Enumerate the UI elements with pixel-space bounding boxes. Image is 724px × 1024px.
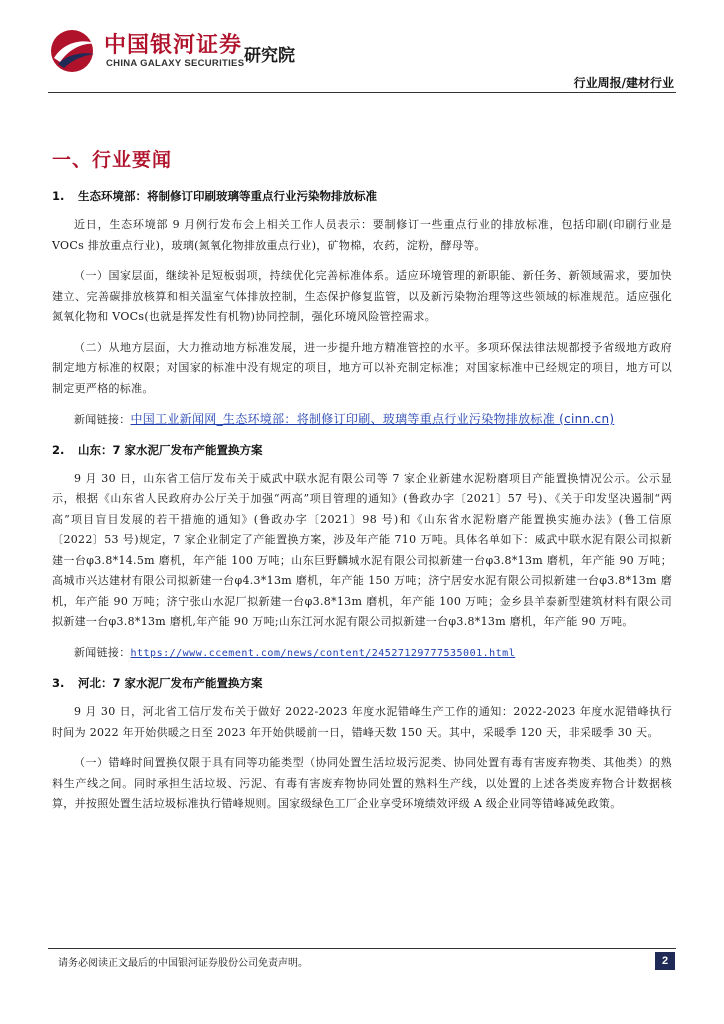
report-category: 行业周报/建材行业: [573, 76, 674, 90]
brand-name-en: CHINA GALAXY SECURITIES: [106, 58, 245, 69]
news-item-3: [52, 674, 672, 815]
footer-disclaimer: 请务必阅读正文最后的中国银河证券股份公司免责声明。: [58, 958, 308, 969]
news-title-text: 山东：7 家水泥厂发布产能置换方案: [78, 442, 263, 457]
news-title: [52, 187, 672, 205]
news-number: 3.: [52, 676, 65, 690]
page-number: 2: [655, 952, 675, 970]
footer-divider: [48, 948, 676, 949]
news-link-prefix: 新闻链接：: [74, 413, 131, 426]
news-title: [52, 441, 672, 459]
brand-name-cn: 中国银河证券: [104, 33, 243, 58]
galaxy-logo-icon: [48, 28, 100, 74]
news-item-2: [52, 441, 672, 665]
news-link-line: [52, 409, 672, 431]
header-divider: [48, 92, 676, 93]
news-link-prefix: 新闻链接：: [74, 645, 131, 659]
news-title: [52, 674, 672, 692]
main-content: [52, 145, 672, 825]
news-paragraph: （一）错峰时间置换仅限于具有同等功能类型（协同处置生活垃圾污泥类、协同处置有毒有害废弃物类、其他类）的熟料生产线之间。同时承担生活垃圾、污泥、有毒有害废弃物协同处置的熟料生产线，以处置的上述各类废弃物合计数据核算，并按照处置生活垃圾标准执行错峰规则。国家级绿色工厂企业享受环境绩效评级 A 级企业同等错峰减免政策。: [52, 756, 672, 810]
section-title: 一、行业要闻: [52, 149, 173, 171]
news-link-line: [52, 643, 672, 665]
news-title-text: 生态环境部：将制修订印刷玻璃等重点行业污染物排放标准: [78, 189, 377, 203]
news-paragraph: 9 月 30 日，山东省工信厅发布关于威武中联水泥有限公司等 7 家企业新建水泥粉磨项目产能置换情况公示。公示显示，根据《山东省人民政府办公厅关于加强“两高”项目管理的通知》(鲁政办字〔2021〕57 号)、《关于印发坚决遏制“两高”项目盲目发展的若干措施的通知》(鲁政办字〔2021〕98 号)和《山东省水泥粉磨产能置换实施办法》(鲁工信原〔2022〕53 号)规定，7 家企业制定了产能置换方案，涉及年产能 710 万吨。具体名单如下：威武中联水泥有限公司拟新建一台φ3.8*14.5m 磨机，年产能 100 万吨；山东巨野麟城水泥有限公司拟新建一台φ3.8*13m 磨机，年产能 90 万吨；高城市兴达建材有限公司拟新建一台φ4.3*13m 磨机，年产能 150 万吨；济宁居安水泥有限公司拟新建一台φ3.8*13m 磨机，年产能 90 万吨；济宁张山水泥厂拟新建一台φ3.8*13m 磨机，年产能 100 万吨；金乡县羊泰新型建筑材料有限公司拟新建一台φ3.8*13m 磨机,年产能 90 万吨;山东江河水泥有限公司拟新建一台φ3.8*13m 磨机，年产能 90 万吨。: [52, 471, 672, 628]
page-header: [0, 0, 724, 100]
news-number: 2.: [52, 442, 65, 457]
brand-institute: 研究院: [244, 46, 295, 66]
news-title-text: 河北：7 家水泥厂发布产能置换方案: [78, 676, 263, 690]
news-link[interactable]: https://www.ccement.com/news/content/24527129777535001.html: [130, 647, 516, 659]
news-paragraph: （一）国家层面，继续补足短板弱项，持续优化完善标准体系。适应环境管理的新职能、新任务、新领域需求，要加快建立、完善碳排放核算和相关温室气体排放控制，生态保护修复监管，以及新污染物治理等这些领域的标准规范。适应强化氮氧化物和 VOCs(也就是挥发性有机物)协同控制，强化环境风险管控需求。: [52, 269, 672, 323]
news-link[interactable]: 中国工业新闻网_生态环境部：将制修订印刷、玻璃等重点行业污染物排放标准 (cinn.cn): [130, 412, 615, 426]
news-number: 1.: [52, 189, 65, 203]
news-paragraph: 近日，生态环境部 9 月例行发布会上相关工作人员表示：要制修订一些重点行业的排放标准，包括印刷(印刷行业是 VOCs 排放重点行业)，玻璃(氮氧化物排放重点行业)，矿物棉，农药，淀粉，酵母等。: [52, 218, 672, 252]
news-item-1: [52, 187, 672, 431]
news-paragraph: 9 月 30 日，河北省工信厅发布关于做好 2022-2023 年度水泥错峰生产工作的通知：2022-2023 年度水泥错峰执行时间为 2022 年开始供暖之日至 2023 年开始供暖前一日，错峰天数 150 天。其中，采暖季 120 天，非采暖季 30 天。: [52, 705, 672, 739]
news-paragraph: （二）从地方层面，大力推动地方标准发展，进一步提升地方精准管控的水平。多项环保法律法规都授予省级地方政府制定地方标准的权限；对国家的标准中没有规定的项目，地方可以补充制定标准；对国家标准中已经规定的项目，地方可以制定更严格的标准。: [52, 340, 672, 395]
